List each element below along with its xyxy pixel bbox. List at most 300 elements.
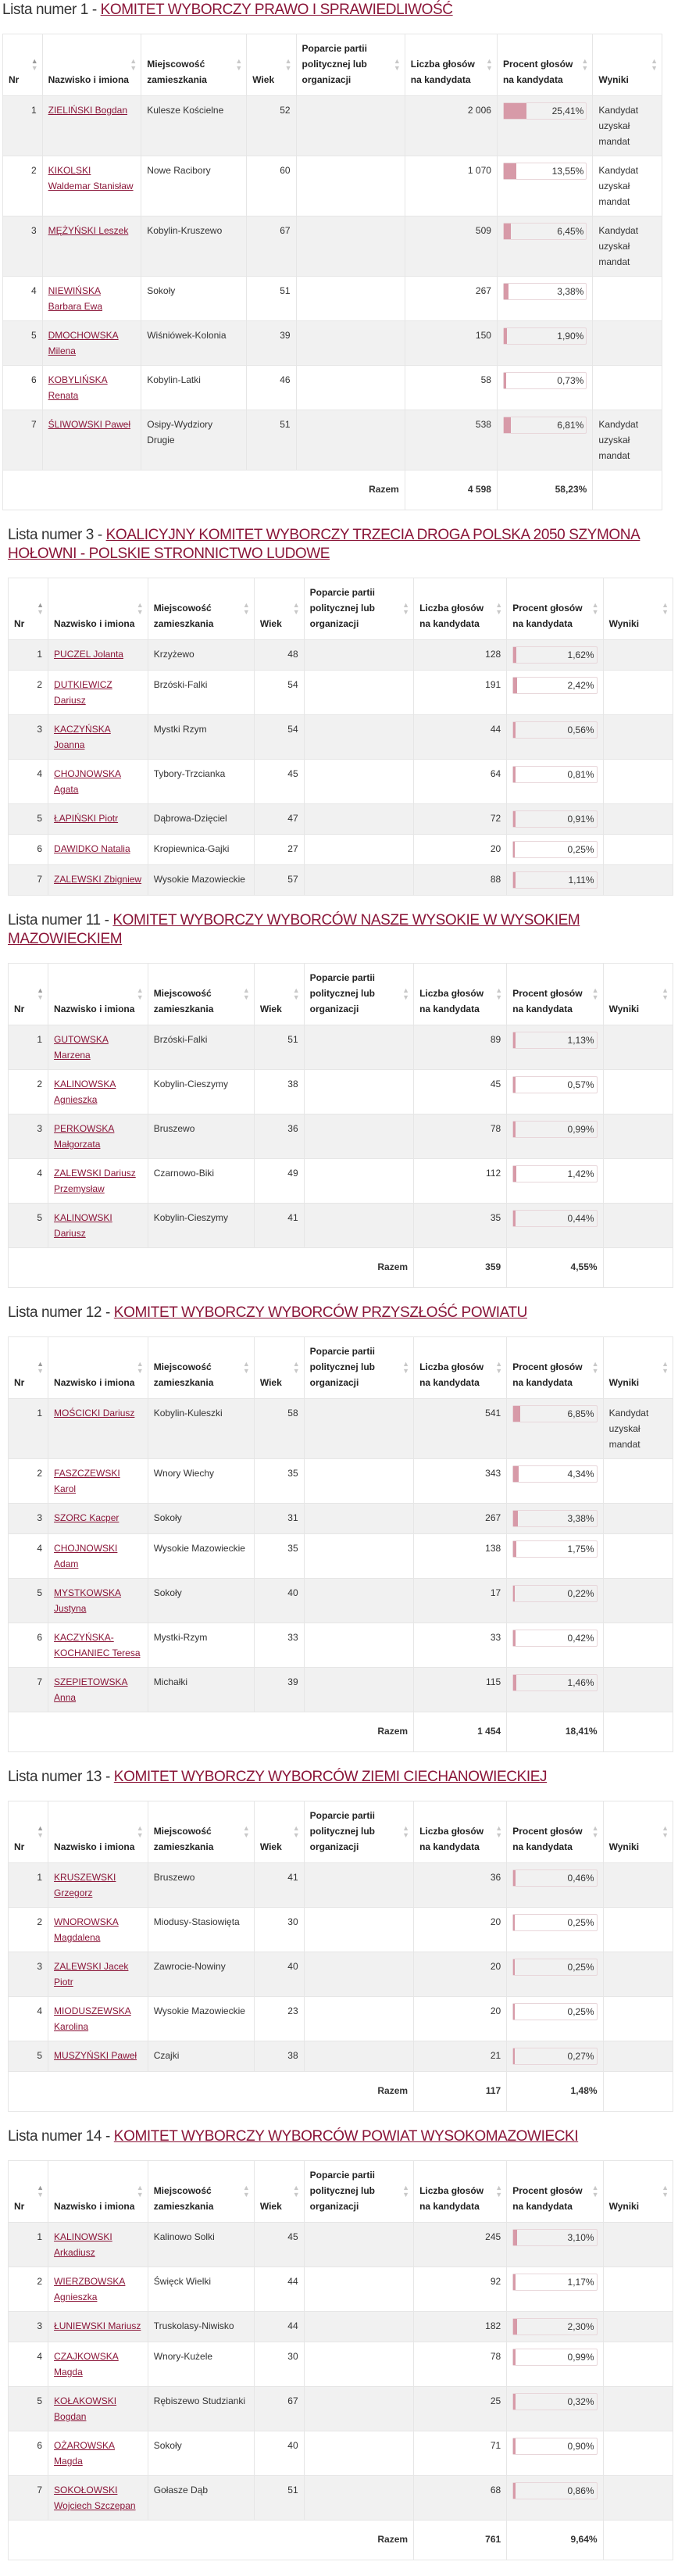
sort-icon[interactable]: ▲ ▼ <box>495 986 503 1001</box>
candidate-link[interactable]: KRUSZEWSKI Grzegorz <box>54 1872 116 1898</box>
committee-link[interactable]: KOMITET WYBORCZY WYBORCÓW PRZYSZŁOŚĆ POWIATU <box>113 1304 528 1321</box>
cell-support <box>304 1399 413 1459</box>
cell-nr: 4 <box>3 277 43 321</box>
column-header-support[interactable] <box>304 1337 413 1399</box>
sort-icon[interactable]: ▲ ▼ <box>136 2184 144 2199</box>
sort-icon[interactable]: ▲ ▼ <box>292 986 300 1001</box>
cell-votes: 35 <box>414 1204 507 1248</box>
sort-icon[interactable]: ▲ ▼ <box>37 2184 45 2199</box>
sort-icon[interactable]: ▲ ▼ <box>235 57 243 72</box>
committee-link[interactable]: KOMITET WYBORCZY PRAWO I SPRAWIEDLIWOŚĆ <box>100 2 453 18</box>
candidate-link[interactable]: KALINOWSKI Arkadiusz <box>54 2231 112 2258</box>
cell-age: 36 <box>254 1114 304 1159</box>
cell-support <box>304 715 413 760</box>
cell-age: 27 <box>254 835 304 865</box>
candidate-link[interactable]: OŻAROWSKA Magda <box>54 2440 116 2467</box>
column-header-label: Nr <box>14 1004 25 1014</box>
table-row <box>9 715 673 760</box>
column-header-label: Wiek <box>259 618 282 629</box>
sort-icon[interactable]: ▲ ▼ <box>402 2184 410 2199</box>
table-row <box>9 760 673 804</box>
sort-icon[interactable]: ▲ ▼ <box>136 1360 144 1375</box>
sort-icon[interactable]: ▲ ▼ <box>495 2184 503 2199</box>
column-header-result[interactable] <box>593 34 662 96</box>
column-header-votes[interactable] <box>414 1337 507 1399</box>
column-header-result[interactable] <box>603 1801 673 1863</box>
percent-value: 25,41% <box>551 106 584 116</box>
candidate-link[interactable]: DAWIDKO Natalia <box>54 843 130 854</box>
column-header-place[interactable] <box>148 1801 254 1863</box>
percent-value: 0,86% <box>567 2485 594 2496</box>
sort-icon[interactable]: ▲ ▼ <box>130 57 137 72</box>
cell-place: Kobylin-Cieszymy <box>148 1070 254 1114</box>
committee-link[interactable]: KOMITET WYBORCZY WYBORCÓW NASZE WYSOKIE W WYSOKIEM MAZOWIECKIEM <box>8 912 580 947</box>
column-header-nr[interactable] <box>9 1337 48 1399</box>
sort-icon[interactable]: ▲ ▼ <box>591 986 599 1001</box>
sort-icon[interactable]: ▲ ▼ <box>662 1824 669 1839</box>
candidate-link[interactable]: WIERZBOWSKA Agnieszka <box>54 2276 126 2302</box>
table-row <box>3 96 662 156</box>
sort-icon[interactable]: ▲ ▼ <box>30 57 38 72</box>
sort-icon[interactable]: ▲ ▼ <box>662 2184 669 2199</box>
table-row <box>3 277 662 321</box>
column-header-votes[interactable] <box>414 1801 507 1863</box>
candidate-link[interactable]: PUCZEL Jolanta <box>54 649 123 660</box>
total-result <box>603 1712 673 1752</box>
column-header-label: Procent głosów na kandydata <box>512 2185 583 2212</box>
sort-icon[interactable]: ▲ ▼ <box>495 1824 503 1839</box>
cell-nr: 1 <box>9 1025 48 1070</box>
candidate-link[interactable]: MYSTKOWSKA Justyna <box>54 1587 122 1614</box>
candidate-link[interactable]: KALINOWSKI Dariusz <box>54 1212 112 1239</box>
cell-votes: 115 <box>414 1668 507 1712</box>
total-percent: 58,23% <box>497 470 592 510</box>
percent-bar <box>512 646 597 664</box>
column-header-label: Wiek <box>259 1004 282 1014</box>
candidate-list-section <box>8 2127 673 2560</box>
total-result <box>603 1248 673 1288</box>
percent-bar <box>512 1630 597 1647</box>
column-header-percent[interactable] <box>507 578 603 640</box>
table-row <box>9 2387 673 2431</box>
sort-icon[interactable]: ▲ ▼ <box>136 986 144 1001</box>
sort-icon[interactable]: ▲ ▼ <box>242 986 250 1001</box>
table-row <box>9 2476 673 2521</box>
table-row <box>9 1070 673 1114</box>
column-header-label: Wyniki <box>608 1377 640 1388</box>
column-header-label: Wyniki <box>598 74 629 85</box>
cell-support <box>304 1459 413 1504</box>
column-header-label: Procent głosów na kandydata <box>512 1826 583 1852</box>
column-header-votes[interactable] <box>414 964 507 1025</box>
sort-icon[interactable]: ▲ ▼ <box>495 601 503 616</box>
column-header-label: Liczba głosów na kandydata <box>419 988 484 1014</box>
cell-votes: 112 <box>414 1159 507 1204</box>
column-header-result[interactable] <box>603 2161 673 2223</box>
sort-icon[interactable]: ▲ ▼ <box>242 1360 250 1375</box>
committee-link[interactable]: KOALICYJNY KOMITET WYBORCZY TRZECIA DROGA POLSKA 2050 SZYMONA HOŁOWNI - POLSKIE STRONNICTWO LUDOWE <box>8 527 641 562</box>
cell-result: Kandydat uzyskał mandat <box>593 410 662 470</box>
column-header-name[interactable] <box>48 2161 148 2223</box>
cell-nr: 3 <box>9 2312 48 2342</box>
cell-place: Gołasze Dąb <box>148 2476 254 2521</box>
table-header <box>9 964 673 1025</box>
percent-value: 0,32% <box>567 2396 594 2407</box>
percent-value: 0,25% <box>567 1917 594 1928</box>
candidate-link[interactable]: CZAJKOWSKA Magda <box>54 2351 119 2377</box>
candidate-link[interactable]: ZALEWSKI Zbigniew <box>54 874 142 885</box>
sort-icon[interactable]: ▲ ▼ <box>662 1360 669 1375</box>
candidate-link[interactable]: MOŚCICKI Dariusz <box>54 1408 135 1419</box>
cell-place: Kobylin-Cieszymy <box>148 1204 254 1248</box>
candidate-link[interactable]: MIODUSZEWSKA Karolina <box>54 2005 131 2032</box>
sort-icon[interactable]: ▲ ▼ <box>402 1360 410 1375</box>
cell-age: 54 <box>254 671 304 715</box>
percent-bar <box>512 677 597 694</box>
candidate-link[interactable]: KALINOWSKA Agnieszka <box>54 1079 116 1105</box>
sort-icon[interactable]: ▲ ▼ <box>662 986 669 1001</box>
cell-age: 45 <box>254 760 304 804</box>
column-header-label: Wyniki <box>608 1841 640 1852</box>
cell-support <box>304 1070 413 1114</box>
candidate-link[interactable]: MUSZYŃSKI Paweł <box>54 2050 137 2061</box>
percent-bar <box>512 721 597 739</box>
table-row <box>9 2041 673 2072</box>
column-header-age[interactable] <box>254 1337 304 1399</box>
column-header-label: Miejscowość zamieszkania <box>153 603 214 629</box>
candidate-link[interactable]: MĘŻYŃSKI Leszek <box>48 225 129 236</box>
percent-value: 1,17% <box>567 2277 594 2288</box>
committee-link[interactable]: KOMITET WYBORCZY WYBORCÓW ZIEMI CIECHANOWIECKIEJ <box>113 1769 548 1785</box>
cell-age: 30 <box>254 1908 304 1952</box>
column-header-label: Nr <box>14 1841 25 1852</box>
candidate-link[interactable]: ŚLIWOWSKI Paweł <box>48 419 130 430</box>
candidate-link[interactable]: DMOCHOWSKA Milena <box>48 330 119 356</box>
cell-age: 57 <box>254 865 304 896</box>
cell-result <box>603 2312 673 2342</box>
sort-icon[interactable]: ▲ ▼ <box>242 2184 250 2199</box>
cell-name <box>48 2312 148 2342</box>
cell-result <box>603 804 673 835</box>
cell-result: Kandydat uzyskał mandat <box>603 1399 673 1459</box>
sort-icon[interactable]: ▲ ▼ <box>242 601 250 616</box>
column-header-place[interactable] <box>148 964 254 1025</box>
sort-icon[interactable]: ▲ ▼ <box>37 601 45 616</box>
cell-percent <box>497 277 592 321</box>
cell-nr: 2 <box>3 156 43 216</box>
percent-bar <box>512 1465 597 1483</box>
cell-name <box>48 1159 148 1204</box>
cell-votes: 138 <box>414 1534 507 1579</box>
column-header-label: Liczba głosów na kandydata <box>419 1826 484 1852</box>
total-result <box>603 2072 673 2112</box>
percent-bar <box>512 1869 597 1887</box>
candidate-link[interactable]: ZIELIŃSKI Bogdan <box>48 105 128 116</box>
candidate-link[interactable]: DUTKIEWICZ Dariusz <box>54 679 112 706</box>
cell-name <box>48 760 148 804</box>
cell-votes: 78 <box>414 1114 507 1159</box>
cell-age: 58 <box>254 1399 304 1459</box>
candidate-link[interactable]: WNOROWSKA Magdalena <box>54 1916 119 1943</box>
cell-percent <box>507 2041 603 2072</box>
sort-icon[interactable]: ▲ ▼ <box>662 601 669 616</box>
candidate-link[interactable]: KIKOLSKI Waldemar Stanisław <box>48 165 134 191</box>
column-header-percent[interactable] <box>507 1337 603 1399</box>
sort-icon[interactable]: ▲ ▼ <box>292 1360 300 1375</box>
column-header-place[interactable] <box>141 34 247 96</box>
cell-result <box>593 321 662 366</box>
candidate-link[interactable]: FASZCZEWSKI Karol <box>54 1468 120 1494</box>
cell-name <box>48 1204 148 1248</box>
sort-icon[interactable]: ▲ ▼ <box>402 1824 410 1839</box>
list-heading: Lista numer 14 - KOMITET WYBORCZY WYBORCÓW POWIAT WYSOKOMAZOWIECKI <box>8 2128 579 2145</box>
column-header-name[interactable] <box>42 34 141 96</box>
cell-votes: 88 <box>414 865 507 896</box>
sort-icon[interactable]: ▲ ▼ <box>292 1824 300 1839</box>
total-row <box>9 2072 673 2112</box>
percent-value: 0,25% <box>567 2006 594 2017</box>
cell-votes: 25 <box>414 2387 507 2431</box>
cell-nr: 4 <box>9 1997 48 2041</box>
column-header-percent[interactable] <box>507 2161 603 2223</box>
percent-bar <box>512 1405 597 1422</box>
percent-value: 13,55% <box>551 166 584 177</box>
column-header-nr[interactable] <box>9 1801 48 1863</box>
column-header-place[interactable] <box>148 578 254 640</box>
cell-name <box>48 1863 148 1908</box>
cell-age: 52 <box>247 96 296 156</box>
cell-age: 39 <box>247 321 296 366</box>
column-header-percent[interactable] <box>497 34 592 96</box>
cell-nr: 5 <box>9 2041 48 2072</box>
percent-bar <box>512 2274 597 2291</box>
table-row <box>3 156 662 216</box>
cell-nr: 6 <box>3 366 43 410</box>
cell-nr: 6 <box>9 1623 48 1668</box>
column-header-age[interactable] <box>254 1801 304 1863</box>
candidate-link[interactable]: PERKOWSKA Małgorzata <box>54 1123 115 1150</box>
cell-votes: 128 <box>414 640 507 671</box>
cell-result <box>593 277 662 321</box>
cell-result <box>603 2431 673 2476</box>
column-header-name[interactable] <box>48 1801 148 1863</box>
list-number: 1 <box>80 2 88 18</box>
cell-nr: 4 <box>9 2342 48 2387</box>
percent-bar <box>512 2003 597 2020</box>
percent-value: 1,46% <box>567 1677 594 1688</box>
table-row <box>3 410 662 470</box>
sort-icon[interactable]: ▲ ▼ <box>651 57 658 72</box>
cell-votes: 267 <box>405 277 497 321</box>
candidate-link[interactable]: KOBYLIŃSKA Renata <box>48 374 108 401</box>
candidate-link[interactable]: SZEPIETOWSKA Anna <box>54 1676 128 1703</box>
cell-nr: 2 <box>9 671 48 715</box>
candidate-list-section <box>8 526 673 896</box>
column-header-age[interactable] <box>254 578 304 640</box>
cell-nr: 3 <box>9 715 48 760</box>
candidate-link[interactable]: ŁAPIŃSKI Piotr <box>54 813 119 824</box>
column-header-place[interactable] <box>148 2161 254 2223</box>
column-header-support[interactable] <box>304 578 413 640</box>
percent-bar <box>512 871 597 889</box>
percent-bar <box>512 2318 597 2335</box>
sort-icon[interactable]: ▲ ▼ <box>292 601 300 616</box>
column-header-name[interactable] <box>48 578 148 640</box>
cell-percent <box>507 1459 603 1504</box>
column-header-label: Nazwisko i imiona <box>48 74 129 85</box>
cell-support <box>304 2041 413 2072</box>
sort-icon[interactable]: ▲ ▼ <box>292 2184 300 2199</box>
sort-icon[interactable]: ▲ ▼ <box>591 1360 599 1375</box>
cell-percent <box>497 410 592 470</box>
sort-icon[interactable]: ▲ ▼ <box>591 1824 599 1839</box>
candidate-link[interactable]: GUTOWSKA Marzena <box>54 1034 109 1061</box>
column-header-votes[interactable] <box>414 578 507 640</box>
cell-result: Kandydat uzyskał mandat <box>593 156 662 216</box>
cell-votes: 2 006 <box>405 96 497 156</box>
candidate-link[interactable]: CHOJNOWSKA Agata <box>54 768 122 795</box>
cell-place: Sokoły <box>148 1579 254 1623</box>
cell-name <box>48 2387 148 2431</box>
cell-percent <box>507 2342 603 2387</box>
column-header-age[interactable] <box>254 2161 304 2223</box>
cell-place: Miodusy-Stasiowięta <box>148 1908 254 1952</box>
column-header-result[interactable] <box>603 1337 673 1399</box>
column-header-nr[interactable] <box>3 34 43 96</box>
cell-age: 44 <box>254 2312 304 2342</box>
column-header-votes[interactable] <box>414 2161 507 2223</box>
candidate-link[interactable]: CHOJNOWSKI Adam <box>54 1543 118 1569</box>
cell-nr: 1 <box>9 1399 48 1459</box>
sort-icon[interactable]: ▲ ▼ <box>393 57 401 72</box>
column-header-result[interactable] <box>603 578 673 640</box>
column-header-place[interactable] <box>148 1337 254 1399</box>
sort-icon[interactable]: ▲ ▼ <box>242 1824 250 1839</box>
sort-icon[interactable]: ▲ ▼ <box>581 57 589 72</box>
sort-icon[interactable]: ▲ ▼ <box>486 57 493 72</box>
column-header-label: Miejscowość zamieszkania <box>153 1361 214 1388</box>
candidate-link[interactable]: SZORC Kacper <box>54 1512 120 1523</box>
cell-nr: 1 <box>9 1863 48 1908</box>
cell-percent <box>507 1114 603 1159</box>
candidate-link[interactable]: SOKOŁOWSKI Wojciech Szczepan <box>54 2485 136 2511</box>
column-header-label: Wyniki <box>608 2201 640 2212</box>
cell-place: Święck Wielki <box>148 2267 254 2312</box>
table-row <box>9 1534 673 1579</box>
cell-votes: 1 070 <box>405 156 497 216</box>
sort-icon[interactable]: ▲ ▼ <box>591 2184 599 2199</box>
total-blank <box>3 470 297 510</box>
sort-icon[interactable]: ▲ ▼ <box>37 986 45 1001</box>
table-row <box>9 1204 673 1248</box>
column-header-nr[interactable] <box>9 2161 48 2223</box>
header-row <box>9 2161 673 2223</box>
sort-icon[interactable]: ▲ ▼ <box>37 1360 45 1375</box>
candidate-link[interactable]: NIEWIŃSKA Barbara Ewa <box>48 285 102 312</box>
total-label: Razem <box>304 1248 413 1288</box>
sort-icon[interactable]: ▲ ▼ <box>136 601 144 616</box>
column-header-support[interactable] <box>304 964 413 1025</box>
cell-age: 40 <box>254 2431 304 2476</box>
cell-result <box>603 1579 673 1623</box>
cell-result <box>603 2041 673 2072</box>
column-header-label: Procent głosów na kandydata <box>502 59 573 85</box>
cell-name <box>42 277 141 321</box>
candidate-link[interactable]: ZALEWSKI Jacek Piotr <box>54 1961 129 1987</box>
cell-support <box>304 1504 413 1534</box>
candidate-link[interactable]: ŁUNIEWSKI Mariusz <box>54 2320 141 2331</box>
cell-result <box>603 1534 673 1579</box>
sort-icon[interactable]: ▲ ▼ <box>37 1824 45 1839</box>
cell-votes: 45 <box>414 1070 507 1114</box>
sort-icon[interactable]: ▲ ▼ <box>402 986 410 1001</box>
cell-nr: 3 <box>9 1504 48 1534</box>
sort-icon[interactable]: ▲ ▼ <box>495 1360 503 1375</box>
candidate-link[interactable]: ZALEWSKI Dariusz Przemysław <box>54 1168 136 1194</box>
candidate-link[interactable]: KACZYŃSKA Joanna <box>54 724 111 750</box>
column-header-nr[interactable] <box>9 578 48 640</box>
column-header-result[interactable] <box>603 964 673 1025</box>
cell-place: Czajki <box>148 2041 254 2072</box>
cell-votes: 509 <box>405 216 497 277</box>
column-header-percent[interactable] <box>507 964 603 1025</box>
cell-votes: 89 <box>414 1025 507 1070</box>
cell-name <box>42 96 141 156</box>
list-number-label: Lista numer <box>8 1769 82 1785</box>
cell-nr: 5 <box>9 1579 48 1623</box>
column-header-name[interactable] <box>48 1337 148 1399</box>
column-header-label: Wiek <box>252 74 275 85</box>
committee-link[interactable]: KOMITET WYBORCZY WYBORCÓW POWIAT WYSOKOMAZOWIECKI <box>113 2128 579 2145</box>
column-header-age[interactable] <box>247 34 296 96</box>
sort-icon[interactable]: ▲ ▼ <box>591 601 599 616</box>
column-header-votes[interactable] <box>405 34 497 96</box>
cell-nr: 6 <box>9 2431 48 2476</box>
cell-name <box>48 2342 148 2387</box>
percent-bar <box>512 1165 597 1182</box>
column-header-label: Liczba głosów na kandydata <box>419 2185 484 2212</box>
sort-icon[interactable]: ▲ ▼ <box>284 57 292 72</box>
column-header-support[interactable] <box>304 2161 413 2223</box>
cell-age: 54 <box>254 715 304 760</box>
column-header-support[interactable] <box>296 34 405 96</box>
cell-age: 33 <box>254 1623 304 1668</box>
table-row <box>9 1863 673 1908</box>
column-header-support[interactable] <box>304 1801 413 1863</box>
candidate-link[interactable]: KACZYŃSKA-KOCHANIEC Teresa <box>54 1632 141 1658</box>
column-header-name[interactable] <box>48 964 148 1025</box>
table-row <box>9 1114 673 1159</box>
column-header-percent[interactable] <box>507 1801 603 1863</box>
cell-votes: 267 <box>414 1504 507 1534</box>
cell-support <box>304 1908 413 1952</box>
column-header-age[interactable] <box>254 964 304 1025</box>
cell-percent <box>507 1159 603 1204</box>
sort-icon[interactable]: ▲ ▼ <box>402 601 410 616</box>
cell-support <box>304 1668 413 1712</box>
column-header-label: Liczba głosów na kandydata <box>410 59 475 85</box>
percent-bar <box>503 283 587 300</box>
cell-place: Czarnowo-Biki <box>148 1159 254 1204</box>
cell-percent <box>497 96 592 156</box>
cell-percent <box>507 1908 603 1952</box>
cell-name <box>48 1459 148 1504</box>
sort-icon[interactable]: ▲ ▼ <box>136 1824 144 1839</box>
percent-value: 0,25% <box>567 844 594 855</box>
column-header-label: Nr <box>14 618 25 629</box>
candidate-link[interactable]: KOŁAKOWSKI Bogdan <box>54 2395 117 2422</box>
column-header-nr[interactable] <box>9 964 48 1025</box>
